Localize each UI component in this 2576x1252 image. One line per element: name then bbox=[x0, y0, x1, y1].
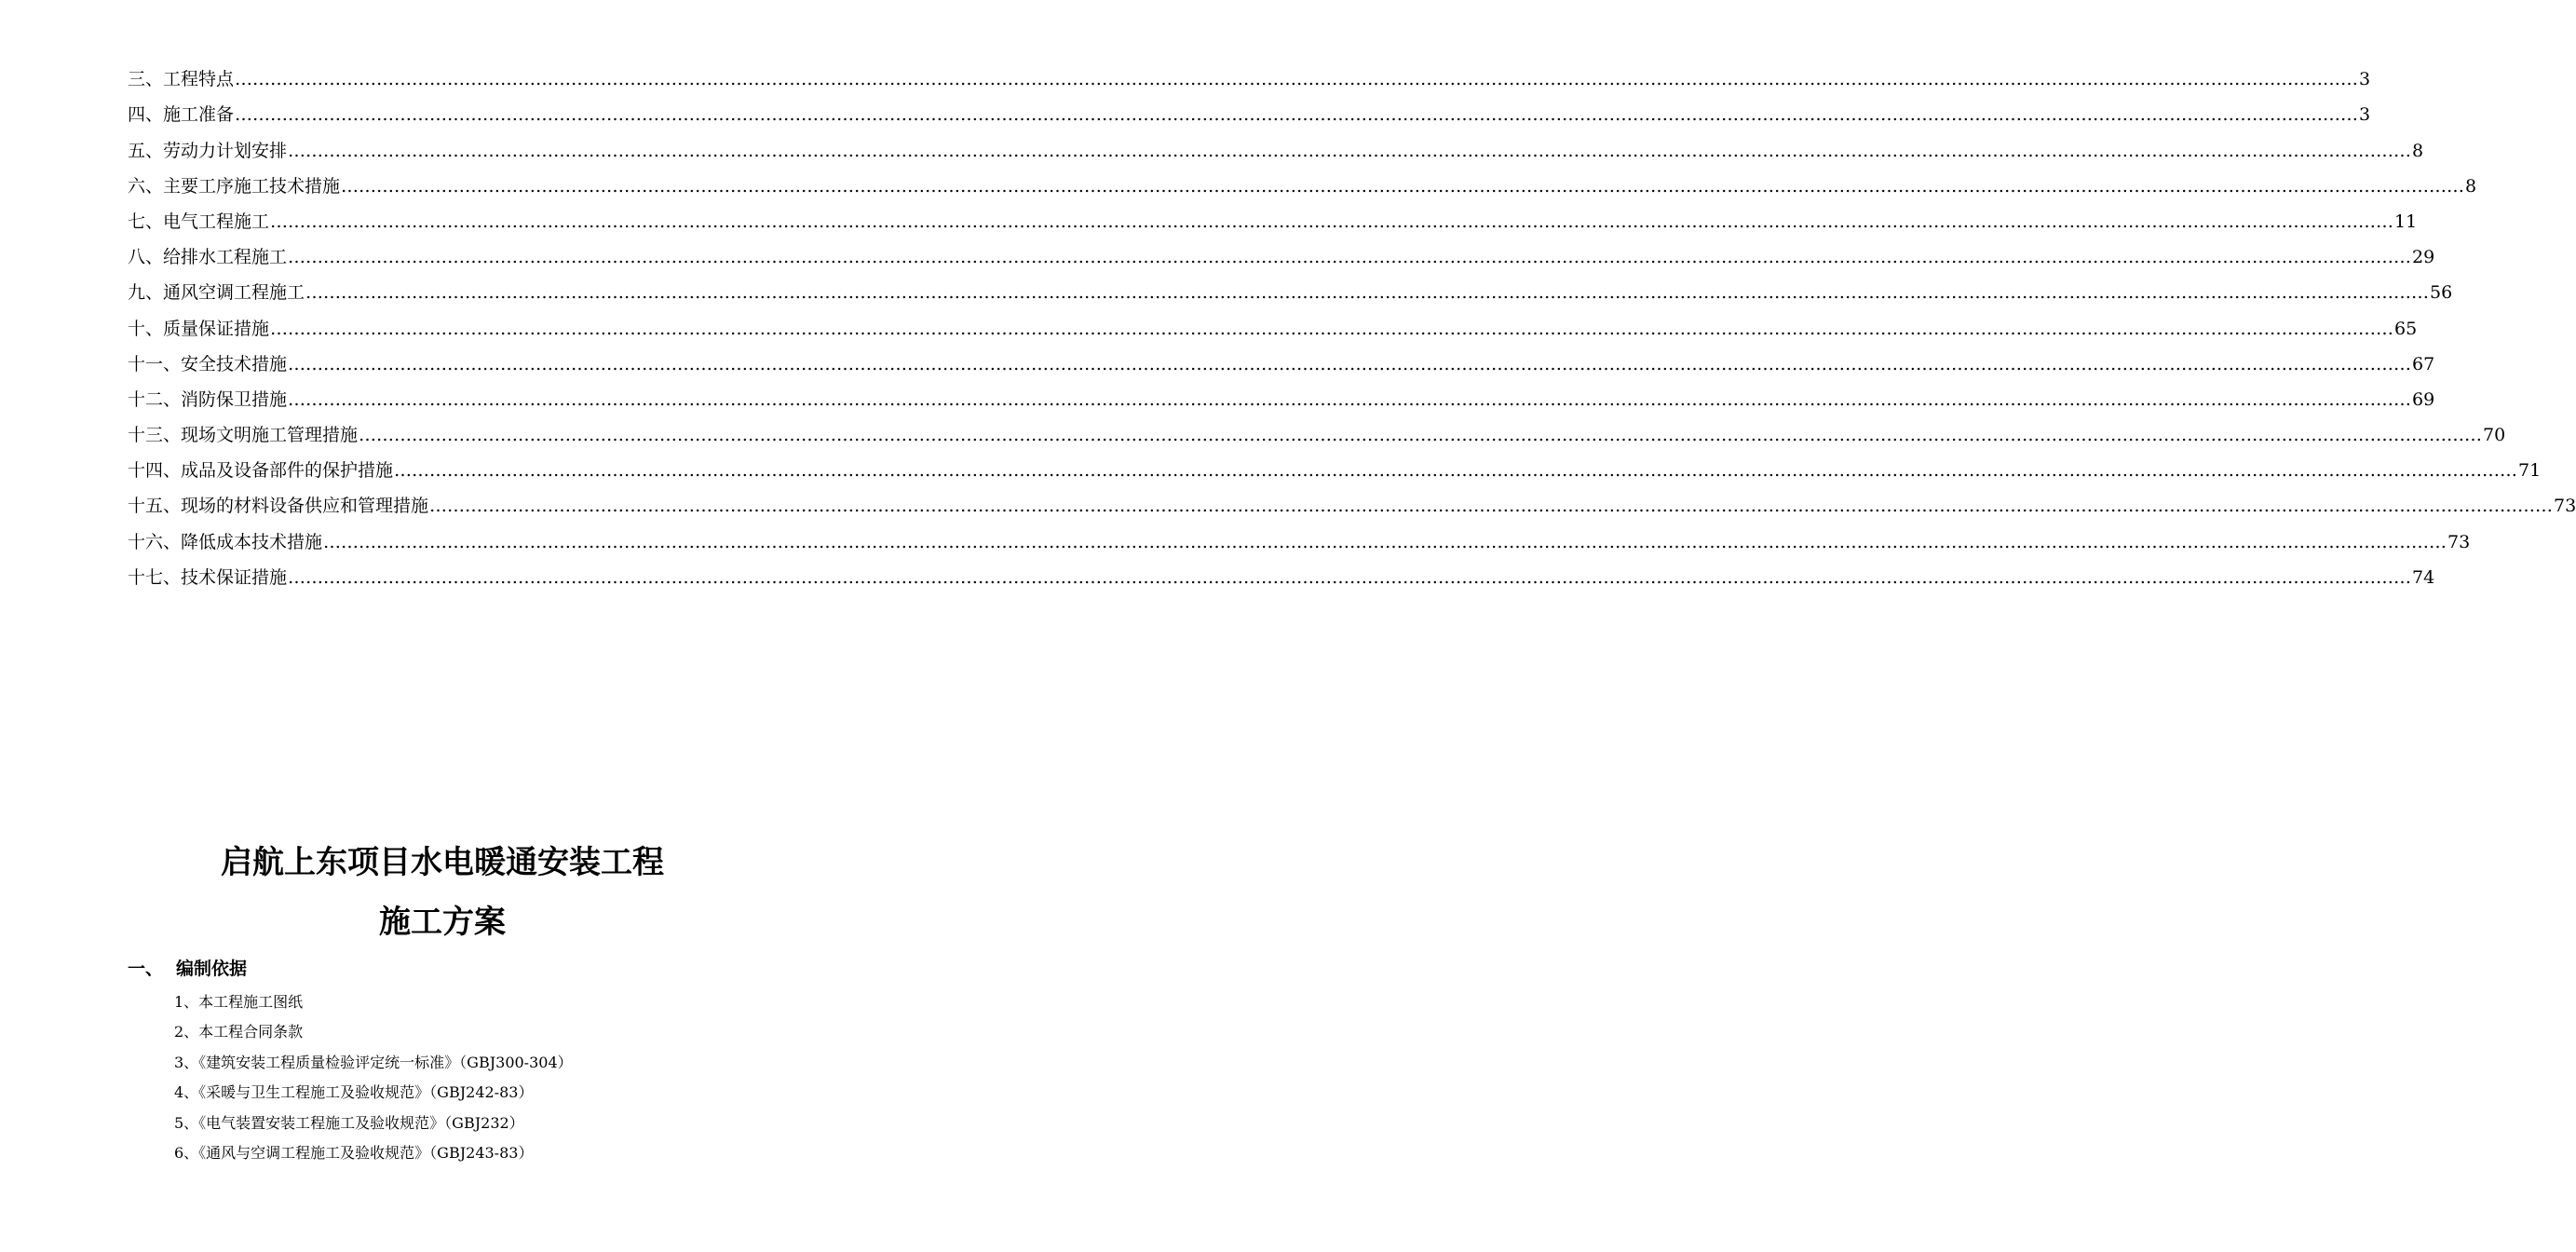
toc-entry-page: 73 bbox=[2554, 496, 2576, 517]
toc-entry-label: 十、质量保证措施 bbox=[128, 318, 270, 339]
toc-entry[interactable] bbox=[128, 382, 2435, 417]
toc-entry-page: 69 bbox=[2412, 388, 2435, 410]
document-title: 启航上东项目水电暖通安装工程 bbox=[221, 844, 664, 881]
list-item: 3、《建筑安装工程质量检验评定统一标准》（GBJ300-304） bbox=[174, 1053, 573, 1071]
section-heading bbox=[128, 956, 247, 982]
toc-entry-page: 11 bbox=[2394, 211, 2418, 232]
toc-entry-page: 8 bbox=[2412, 140, 2424, 161]
toc-entry[interactable] bbox=[128, 132, 2424, 168]
toc-entry-label: 七、电气工程施工 bbox=[128, 211, 270, 232]
list-item: 4、《采暖与卫生工程施工及验收规范》（GBJ242-83） bbox=[174, 1083, 534, 1102]
toc-leader-dots: ……………………………………………………………………………………………………………………………………………………………………………………………………………………………………………………………………………………………………………………………… bbox=[429, 496, 2554, 517]
toc-leader-dots: ……………………………………………………………………………………………………………………………………………………………………………………………………………………………………………………………………………………………………………………………… bbox=[359, 425, 2483, 446]
toc-entry-label: 十一、安全技术措施 bbox=[128, 353, 288, 374]
table-of-contents bbox=[128, 61, 2576, 595]
toc-entry-label: 九、通风空调工程施工 bbox=[128, 282, 305, 304]
toc-leader-dots: ……………………………………………………………………………………………………………………………………………………………………………………………………………………………………………………………………………………………………………………………… bbox=[288, 388, 2412, 410]
toc-entry[interactable] bbox=[128, 347, 2435, 382]
toc-entry[interactable] bbox=[128, 524, 2471, 559]
toc-entry-label: 五、劳动力计划安排 bbox=[128, 140, 288, 161]
document-subtitle: 施工方案 bbox=[379, 904, 506, 941]
toc-entry-page: 67 bbox=[2412, 353, 2435, 374]
toc-entry-label: 十七、技术保证措施 bbox=[128, 566, 288, 588]
toc-leader-dots: ……………………………………………………………………………………………………………………………………………………………………………………………………………………………………………………………………………………………………………………………… bbox=[288, 353, 2412, 374]
toc-leader-dots: ……………………………………………………………………………………………………………………………………………………………………………………………………………………………………………………………………………………………………………………………… bbox=[305, 282, 2430, 304]
toc-entry-page: 70 bbox=[2483, 425, 2506, 446]
toc-entry-page: 8 bbox=[2465, 175, 2477, 197]
list-item: 1、本工程施工图纸 bbox=[174, 993, 304, 1011]
toc-entry[interactable] bbox=[128, 417, 2506, 453]
toc-leader-dots: ……………………………………………………………………………………………………………………………………………………………………………………………………………………………………………………………………………………………………………………………… bbox=[270, 318, 2394, 339]
toc-leader-dots: ……………………………………………………………………………………………………………………………………………………………………………………………………………………………………………………………………………………………………………………………… bbox=[323, 531, 2447, 552]
toc-leader-dots: ……………………………………………………………………………………………………………………………………………………………………………………………………………………………………………………………………………………………………………………………… bbox=[235, 69, 2359, 90]
toc-entry[interactable] bbox=[128, 239, 2435, 275]
toc-entry[interactable] bbox=[128, 310, 2418, 346]
toc-leader-dots: ……………………………………………………………………………………………………………………………………………………………………………………………………………………………………………………………………………………………………………………………… bbox=[288, 247, 2412, 268]
toc-leader-dots: ……………………………………………………………………………………………………………………………………………………………………………………………………………………………………………………………………………………………………………………………… bbox=[235, 104, 2359, 126]
toc-entry-page: 73 bbox=[2447, 531, 2471, 552]
toc-entry[interactable] bbox=[128, 488, 2576, 524]
toc-leader-dots: ……………………………………………………………………………………………………………………………………………………………………………………………………………………………………………………………………………………………………………………………… bbox=[288, 566, 2412, 588]
toc-entry-label: 十二、消防保卫措施 bbox=[128, 388, 288, 410]
list-item: 6、《通风与空调工程施工及验收规范》（GBJ243-83） bbox=[174, 1143, 534, 1162]
toc-entry-label: 十六、降低成本技术措施 bbox=[128, 531, 323, 552]
toc-entry-page: 65 bbox=[2394, 318, 2418, 339]
toc-entry[interactable] bbox=[128, 169, 2477, 204]
toc-entry[interactable] bbox=[128, 204, 2418, 239]
toc-entry-page: 74 bbox=[2412, 566, 2435, 588]
toc-entry-label: 十四、成品及设备部件的保护措施 bbox=[128, 460, 394, 482]
toc-leader-dots: ……………………………………………………………………………………………………………………………………………………………………………………………………………………………………………………………………………………………………………………………… bbox=[394, 460, 2518, 482]
toc-entry-page: 71 bbox=[2518, 460, 2542, 482]
toc-entry[interactable] bbox=[128, 275, 2453, 310]
toc-entry-page: 29 bbox=[2412, 247, 2435, 268]
toc-entry[interactable] bbox=[128, 453, 2542, 488]
basis-list bbox=[174, 989, 573, 1170]
section-number: 一、 bbox=[128, 959, 164, 979]
toc-entry-label: 三、工程特点 bbox=[128, 69, 235, 90]
toc-entry-label: 十三、现场文明施工管理措施 bbox=[128, 425, 359, 446]
toc-entry-page: 3 bbox=[2359, 69, 2371, 90]
toc-entry[interactable] bbox=[128, 560, 2435, 595]
toc-entry-label: 四、施工准备 bbox=[128, 104, 235, 126]
list-item: 5、《电气装置安装工程施工及验收规范》（GBJ232） bbox=[174, 1113, 524, 1132]
toc-entry-label: 十五、现场的材料设备供应和管理措施 bbox=[128, 496, 429, 517]
toc-entry[interactable] bbox=[128, 97, 2371, 132]
toc-entry-label: 六、主要工序施工技术措施 bbox=[128, 175, 341, 197]
toc-entry-page: 3 bbox=[2359, 104, 2371, 126]
section-title: 编制依据 bbox=[176, 959, 248, 979]
toc-leader-dots: ……………………………………………………………………………………………………………………………………………………………………………………………………………………………………………………………………………………………………………………………… bbox=[288, 140, 2412, 161]
toc-leader-dots: ……………………………………………………………………………………………………………………………………………………………………………………………………………………………………………………………………………………………………………………………… bbox=[270, 211, 2394, 232]
list-item: 2、本工程合同条款 bbox=[174, 1023, 304, 1041]
toc-entry[interactable] bbox=[128, 61, 2371, 97]
toc-leader-dots: ……………………………………………………………………………………………………………………………………………………………………………………………………………………………………………………………………………………………………………………………… bbox=[341, 175, 2465, 197]
toc-entry-label: 八、给排水工程施工 bbox=[128, 247, 288, 268]
toc-entry-page: 56 bbox=[2430, 282, 2453, 304]
